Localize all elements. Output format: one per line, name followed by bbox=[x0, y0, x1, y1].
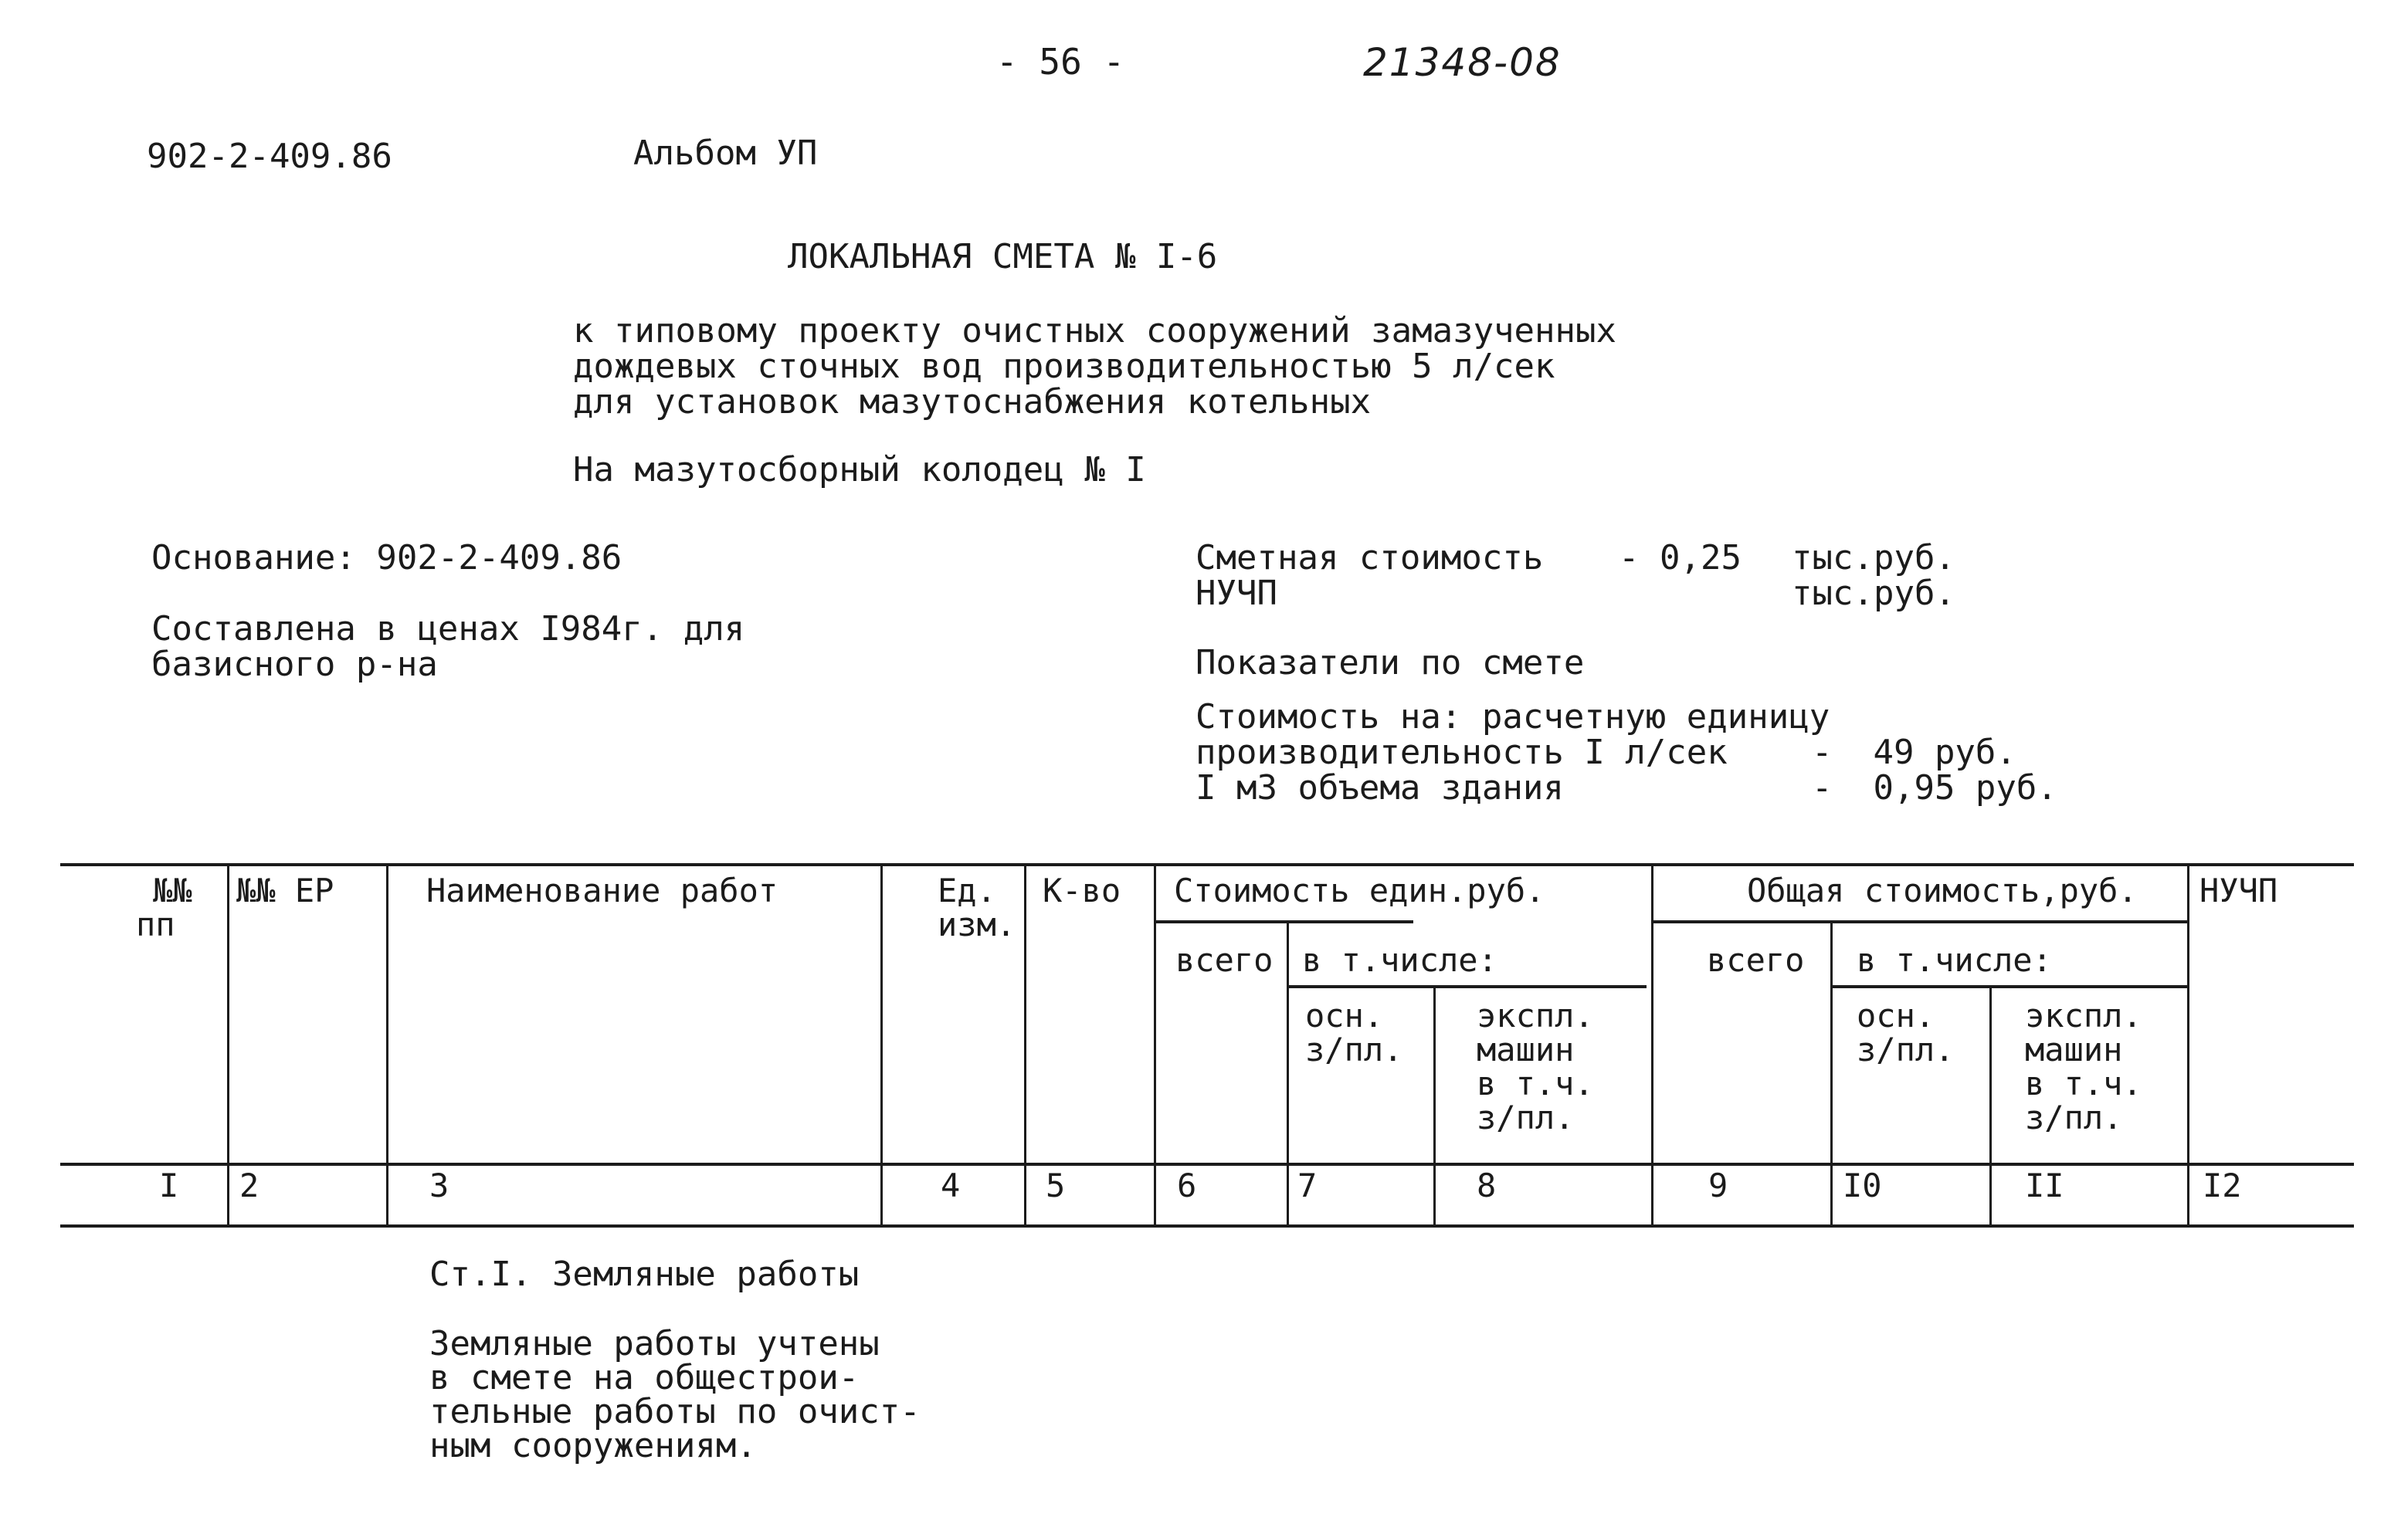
header-work-name: Наименование работ bbox=[426, 872, 778, 909]
section-note-line-3: тельные работы по очист- bbox=[429, 1392, 921, 1431]
col-divider-11 bbox=[2187, 863, 2189, 1226]
column-number: 6 bbox=[1177, 1167, 1197, 1204]
prices-line-1: Составлена в ценах I984г. для bbox=[151, 609, 745, 649]
header-unit-wage: осн. bbox=[1305, 997, 1384, 1035]
column-number: I2 bbox=[2203, 1167, 2242, 1204]
column-number: 8 bbox=[1477, 1167, 1497, 1204]
header-row-number-sub: пп bbox=[136, 906, 175, 943]
header-total-machines-1: экспл. bbox=[2025, 997, 2142, 1035]
header-unit-wage-sub: з/пл. bbox=[1305, 1031, 1403, 1069]
indicators-heading: Показатели по смете bbox=[1196, 643, 1585, 682]
nuchp-unit: тыс.руб. bbox=[1792, 574, 1955, 613]
header-row-number: №№ bbox=[153, 872, 192, 909]
indicators-line-3-value: - 0,95 руб. bbox=[1812, 768, 2057, 808]
header-total-cost: Общая стоимость,руб. bbox=[1747, 872, 2138, 909]
indicators-line-2-label: производительность I л/сек bbox=[1196, 733, 1728, 772]
prices-line-2: базисного р-на bbox=[151, 645, 438, 684]
section-title: Ст.I. Земляные работы bbox=[429, 1255, 860, 1294]
header-unit-total: всего bbox=[1175, 941, 1274, 979]
header-total-wage-sub: з/пл. bbox=[1857, 1031, 1955, 1069]
col-divider-4 bbox=[1024, 863, 1026, 1226]
section-note-line-4: ным сооружениям. bbox=[429, 1426, 757, 1465]
estimated-cost-value: - 0,25 bbox=[1619, 538, 1742, 577]
header-unit-machines-4: з/пл. bbox=[1477, 1099, 1575, 1136]
section-note-line-1: Земляные работы учтены bbox=[429, 1324, 880, 1363]
col-divider-5 bbox=[1154, 863, 1156, 1226]
column-number: 7 bbox=[1297, 1167, 1318, 1204]
subtitle-line-3: для установок мазутоснабжения котельных bbox=[573, 382, 1372, 422]
col-divider-2 bbox=[386, 863, 388, 1226]
indicators-line-3-label: I м3 объема здания bbox=[1196, 768, 1564, 808]
subtitle-line-2: дождевых сточных вод производительностью 5 л/сек bbox=[573, 347, 1555, 386]
section-note-line-2: в смете на общестрои- bbox=[429, 1358, 860, 1397]
header-quantity: К-во bbox=[1043, 872, 1121, 909]
estimated-cost-label: Сметная стоимость bbox=[1196, 538, 1544, 577]
header-total-machines-2: машин bbox=[2025, 1031, 2123, 1069]
header-unit: Ед. bbox=[938, 872, 996, 909]
column-number: 2 bbox=[239, 1167, 259, 1204]
header-er-number: №№ ЕР bbox=[236, 872, 334, 909]
unit-cost-subrule bbox=[1154, 920, 1413, 923]
column-number: I bbox=[159, 1167, 179, 1204]
header-nuchp: НУЧП bbox=[2199, 872, 2278, 909]
indicators-line-1: Стоимость на: расчетную единицу bbox=[1196, 697, 1830, 737]
header-bottom-rule bbox=[60, 1163, 2354, 1166]
col-divider-3 bbox=[880, 863, 883, 1226]
column-number: 5 bbox=[1046, 1167, 1066, 1204]
nuchp-label: НУЧП bbox=[1196, 574, 1277, 613]
registry-number: 21348-08 bbox=[1363, 40, 1562, 85]
total-incl-subrule bbox=[1832, 985, 2189, 988]
column-number: II bbox=[2025, 1167, 2064, 1204]
album-label: Альбом УП bbox=[633, 134, 818, 173]
col-divider-1 bbox=[227, 863, 229, 1226]
col-divider-6 bbox=[1287, 920, 1289, 1226]
header-unit-machines-1: экспл. bbox=[1477, 997, 1594, 1035]
header-unit-machines-3: в т.ч. bbox=[1477, 1065, 1594, 1102]
col-divider-9 bbox=[1830, 920, 1833, 1226]
header-unit-incl: в т.числе: bbox=[1302, 941, 1497, 979]
unit-incl-subrule bbox=[1287, 985, 1647, 988]
col-divider-7 bbox=[1433, 985, 1436, 1226]
column-number: I0 bbox=[1843, 1167, 1882, 1204]
header-unit-machines-2: машин bbox=[1477, 1031, 1575, 1069]
total-cost-subrule bbox=[1653, 920, 2189, 923]
page-number: - 56 - bbox=[996, 41, 1125, 83]
col-divider-10 bbox=[1989, 985, 1992, 1226]
column-number: 3 bbox=[429, 1167, 449, 1204]
basis-line: Основание: 902-2-409.86 bbox=[151, 538, 622, 577]
column-number: 4 bbox=[941, 1167, 961, 1204]
estimated-cost-unit: тыс.руб. bbox=[1792, 538, 1955, 577]
header-total-machines-4: з/пл. bbox=[2025, 1099, 2123, 1136]
project-code: 902-2-409.86 bbox=[147, 137, 392, 176]
header-total-wage: осн. bbox=[1857, 997, 1935, 1035]
document-title: ЛОКАЛЬНАЯ СМЕТА № I-6 bbox=[788, 237, 1218, 276]
subtitle-line-1: к типовому проекту очистных сооружений замазученных bbox=[573, 311, 1617, 351]
numbers-bottom-rule bbox=[60, 1224, 2354, 1228]
header-unit-sub: изм. bbox=[938, 906, 1016, 943]
header-total-total: всего bbox=[1707, 941, 1805, 979]
table-top-rule bbox=[60, 863, 2354, 866]
header-total-machines-3: в т.ч. bbox=[2025, 1065, 2142, 1102]
header-unit-cost: Стоимость един.руб. bbox=[1174, 872, 1545, 909]
col-divider-8 bbox=[1651, 863, 1653, 1226]
header-total-incl: в т.числе: bbox=[1857, 941, 2052, 979]
object-line: На мазутосборный колодец № I bbox=[573, 450, 1146, 489]
column-number: 9 bbox=[1708, 1167, 1728, 1204]
indicators-line-2-value: - 49 руб. bbox=[1812, 733, 2016, 772]
